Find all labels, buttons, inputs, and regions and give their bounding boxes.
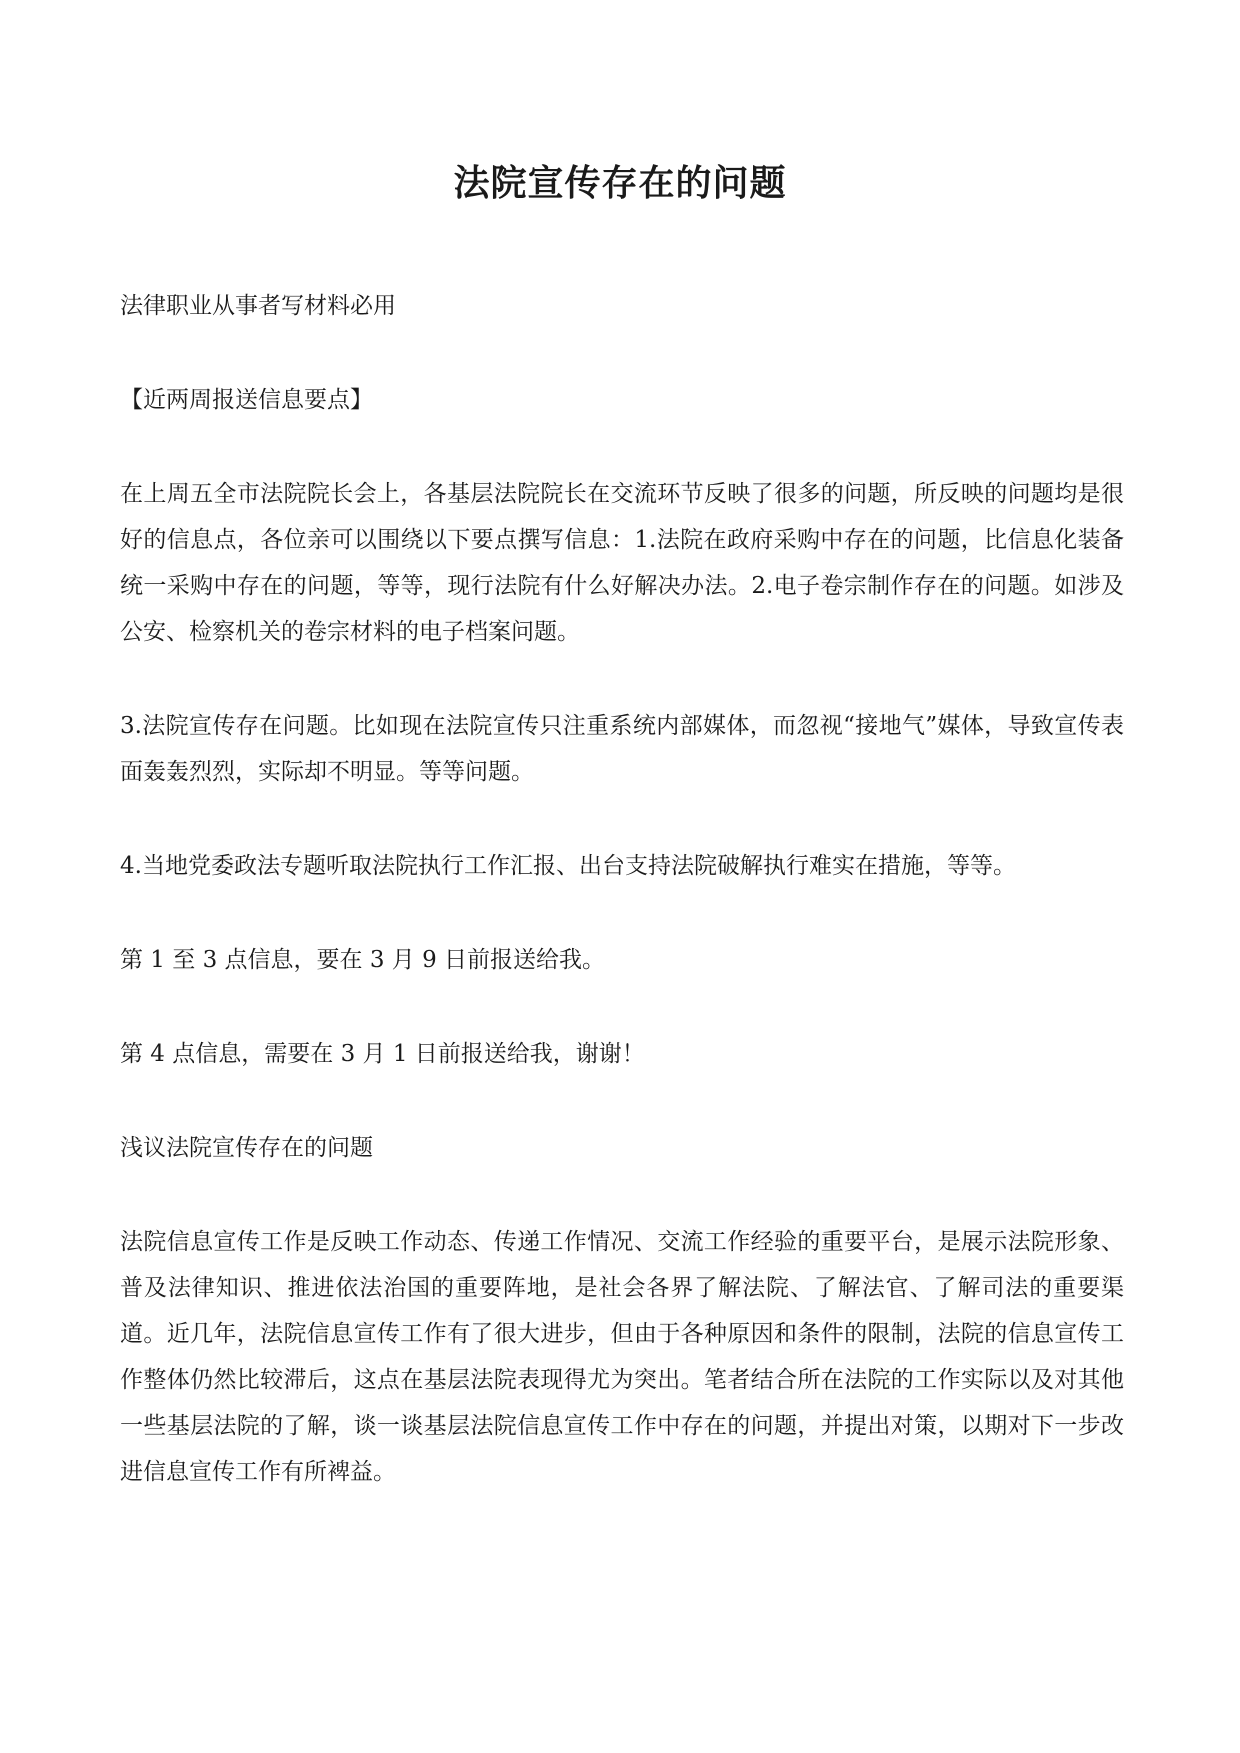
- deadline-points-1-3: 第 1 至 3 点信息，要在 3 月 9 日前报送给我。: [120, 947, 606, 973]
- deadline-point-4: 第 4 点信息，需要在 3 月 1 日前报送给我，谢谢！: [120, 1041, 645, 1067]
- paragraph-meeting-summary: 在上周五全市法院院长会上，各基层法院院长在交流环节反映了很多的问题，所反映的问题均是很好的信息点，各位亲可以围绕以下要点撰写信息：1.法院在政府采购中存在的问题，比信息化装备统一采购中存在的问题，等等，现行法院有什么好解决办法。2.电子卷宗制作存在的问题。如涉及公安、检察机关的卷宗材料的电子档案问题。: [120, 481, 1124, 645]
- paragraph-point-4: 4.当地党委政法专题听取法院执行工作汇报、出台支持法院破解执行难实在措施，等等。: [120, 853, 1016, 879]
- paragraph-article-intro: 法院信息宣传工作是反映工作动态、传递工作情况、交流工作经验的重要平台，是展示法院形象、普及法律知识、推进依法治国的重要阵地，是社会各界了解法院、了解法官、了解司法的重要渠道。近几年，法院信息宣传工作有了很大进步，但由于各种原因和条件的限制，法院的信息宣传工作整体仍然比较滞后，这点在基层法院表现得尤为突出。笔者结合所在法院的工作实际以及对其他一些基层法院的了解，谈一谈基层法院信息宣传工作中存在的问题，并提出对策，以期对下一步改进信息宣传工作有所裨益。: [120, 1229, 1124, 1485]
- intro-line: 法律职业从事者写材料必用: [120, 293, 396, 319]
- article-subtitle: 浅议法院宣传存在的问题: [120, 1135, 373, 1161]
- section-heading-key-points: 【近两周报送信息要点】: [120, 387, 373, 413]
- paragraph-point-3: 3.法院宣传存在问题。比如现在法院宣传只注重系统内部媒体，而忽视“接地气”媒体，导致宣传表面轰轰烈烈，实际却不明显。等等问题。: [120, 713, 1124, 785]
- document-title: 法院宣传存在的问题: [453, 162, 787, 204]
- document-body: [120, 283, 1124, 1543]
